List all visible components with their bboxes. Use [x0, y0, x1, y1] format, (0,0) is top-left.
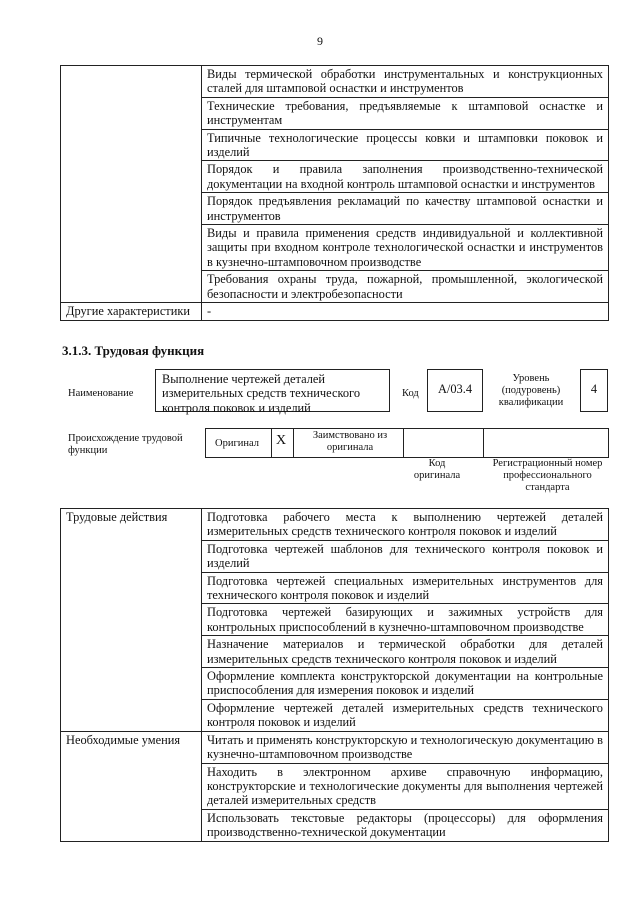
origin-box: [205, 428, 609, 458]
name-label: Наименование: [68, 388, 134, 399]
row-label: Другие характеристики: [61, 303, 202, 320]
row-text: Виды термической обработки инструментальных и конструкционных сталей для штамповой оснастки и инструментов: [202, 66, 609, 98]
group-item: Находить в электронном архиве справочную информацию, конструкторские и технологические документы для выполнения чертежей деталей измерительных средств: [202, 763, 609, 809]
origin-cell-code: [404, 429, 484, 457]
knowledge-table: [60, 65, 609, 321]
group-item: Подготовка чертежей специальных измерительных инструментов для технического контроля поковок и изделий: [202, 572, 609, 604]
group-label: Необходимые умения: [61, 731, 202, 841]
original-code-caption: Код оригинала: [413, 458, 461, 481]
reg-number-caption: Регистрационный номер профессионального стандарта: [492, 458, 603, 493]
level-value: 4: [580, 369, 608, 412]
group-item: Подготовка чертежей базирующих и зажимных устройств для контрольных приспособлений в кузнечно-штамповочном производстве: [202, 604, 609, 636]
row-label-empty: [61, 66, 202, 303]
actions-skills-table: [60, 508, 609, 842]
group-label: Трудовые действия: [61, 509, 202, 732]
group-item: Подготовка рабочего места к выполнению чертежей деталей измерительных средств технического контроля поковок и изделий: [202, 509, 609, 541]
row-text: Типичные технологические процессы ковки и штамповки поковок и изделий: [202, 129, 609, 161]
group-item: Назначение материалов и термической обработки для деталей измерительных средств технического контроля поковок и изделий: [202, 636, 609, 668]
level-label: Уровень (подуровень) квалификации: [498, 373, 564, 408]
borrowed-label: Заимствовано из оригинала: [312, 430, 388, 453]
code-value: А/03.4: [427, 369, 483, 412]
original-label: Оригинал: [215, 438, 259, 449]
group-item: Оформление комплекта конструкторской документации на контрольные приспособления для измерения поковок и изделий: [202, 668, 609, 700]
row-text: Виды и правила применения средств индивидуальной и коллективной защиты при входном контроле технологической оснастки и инструментов в кузнечно-штамповочном производстве: [202, 225, 609, 271]
group-item: Читать и применять конструкторскую и технологическую документацию в кузнечно-штамповочном производстве: [202, 731, 609, 763]
section-title: 3.1.3. Трудовая функция: [62, 343, 205, 358]
function-name-value: Выполнение чертежей деталей измерительных средств технического контроля поковок и изделий: [155, 369, 390, 412]
table-row: [61, 66, 609, 98]
group-item: Использовать текстовые редакторы (процессоры) для оформления производственно-технической документации: [202, 809, 609, 841]
row-text: Порядок и правила заполнения производственно-технической документации на входной контроль штамповой оснастки и инструментов: [202, 161, 609, 193]
page-number: 9: [317, 34, 323, 48]
group-item: Оформление чертежей деталей измерительных средств технического контроля поковок и изделий: [202, 699, 609, 731]
table-row: [61, 731, 609, 763]
group-item: Подготовка чертежей шаблонов для технического контроля поковок и изделий: [202, 540, 609, 572]
original-mark: X: [276, 433, 287, 448]
row-text: Порядок предъявления рекламаций по качеству штамповой оснастки и инструментов: [202, 193, 609, 225]
row-text: Технические требования, предъявляемые к штамповой оснастке и инструментам: [202, 97, 609, 129]
row-text: Требования охраны труда, пожарной, промышленной, экологической безопасности и электробезопасности: [202, 271, 609, 303]
table-row: [61, 509, 609, 541]
code-label: Код: [402, 388, 419, 399]
row-text: -: [202, 303, 609, 320]
origin-label: Происхождение трудовой функции: [68, 433, 183, 456]
table-row: [61, 303, 609, 320]
